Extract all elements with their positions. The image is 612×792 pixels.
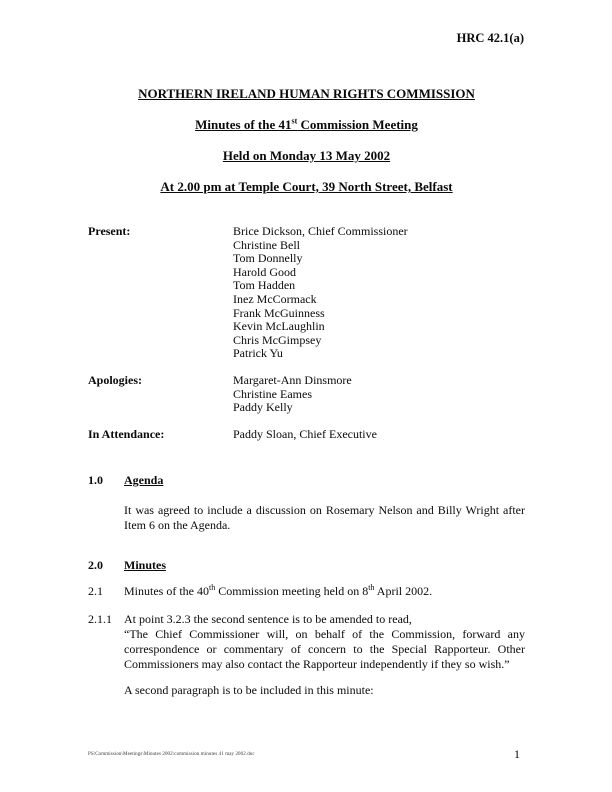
present-names bbox=[233, 225, 525, 361]
ordinal-superscript: th bbox=[368, 583, 375, 592]
attendee-name: Harold Good bbox=[233, 264, 296, 279]
attendee-name: Frank McGuinness bbox=[233, 305, 325, 320]
section-number: 2.1.1 bbox=[88, 612, 112, 626]
title-block bbox=[88, 86, 525, 210]
document-reference: HRC 42.1(a) bbox=[456, 31, 524, 45]
attendee-name: Paddy Sloan, Chief Executive bbox=[233, 427, 377, 441]
s21-part3: April 2002. bbox=[374, 584, 433, 598]
section-number: 1.0 bbox=[88, 473, 103, 487]
section-1-body: It was agreed to include a discussion on Rosemary Nelson and Billy Wright after Item 6 on the Agenda. bbox=[124, 503, 525, 532]
apologies-label: Apologies: bbox=[88, 373, 142, 387]
document-title bbox=[88, 86, 525, 101]
attendee-name: Patrick Yu bbox=[233, 346, 283, 361]
ordinal-superscript: th bbox=[209, 583, 216, 592]
title-line-1: NORTHERN IRELAND HUMAN RIGHTS COMMISSION bbox=[138, 86, 475, 101]
attendee-name: Paddy Kelly bbox=[233, 400, 293, 415]
section-2-1-1-content bbox=[124, 612, 525, 672]
in-attendance-row bbox=[88, 428, 525, 442]
attendee-name: Chris McGimpsey bbox=[233, 332, 322, 347]
section-number: 2.0 bbox=[88, 558, 103, 572]
section-2-1-text bbox=[124, 584, 432, 599]
title-line-2 bbox=[195, 117, 418, 132]
apologies-row bbox=[88, 374, 525, 415]
title-line-3: Held on Monday 13 May 2002 bbox=[222, 148, 391, 163]
amendment-intro: At point 3.2.3 the second sentence is to be amended to read, bbox=[124, 612, 412, 626]
section-2-1-1-row bbox=[88, 612, 525, 672]
attendee-name: Tom Hadden bbox=[233, 278, 296, 293]
present-label: Present: bbox=[88, 224, 131, 238]
attendee-name: Inez McCormack bbox=[233, 291, 317, 306]
attendee-name: Christine Eames bbox=[233, 386, 312, 401]
document-subtitle bbox=[88, 117, 525, 132]
amendment-quote: “The Chief Commissioner will, on behalf of the Commission, forward any correspondence or commentary of concern to the Special Rapporteur. Other Commissioners may also contact the Rapporteur independently if they so wish.” bbox=[124, 627, 525, 671]
meeting-date-line bbox=[88, 148, 525, 163]
present-row bbox=[88, 225, 525, 361]
in-attendance-label: In Attendance: bbox=[88, 427, 165, 441]
title-line-2-pre: Minutes of the 41 bbox=[195, 117, 292, 132]
meeting-location-line bbox=[88, 179, 525, 194]
in-attendance-names bbox=[233, 428, 525, 442]
page-number: 1 bbox=[514, 747, 520, 761]
attendee-name: Brice Dickson, Chief Commissioner bbox=[233, 224, 408, 238]
ordinal-superscript: st bbox=[291, 116, 298, 126]
apologies-names bbox=[233, 374, 525, 415]
followup-note: A second paragraph is to be included in this minute: bbox=[124, 683, 374, 697]
footer-file-path: PS\Commission\Meetings\Minutes 2002\commission minutes 41 may 2002.doc bbox=[88, 752, 255, 757]
s21-part2: Commission meeting held on 8 bbox=[215, 584, 369, 598]
section-2-heading-row bbox=[88, 558, 525, 573]
section-heading: Agenda bbox=[124, 473, 164, 487]
s21-part1: Minutes of the 40 bbox=[124, 584, 209, 598]
attendee-name: Margaret-Ann Dinsmore bbox=[233, 373, 352, 387]
title-line-2-post: Commission Meeting bbox=[297, 117, 418, 132]
attendee-name: Kevin McLaughlin bbox=[233, 319, 325, 334]
section-2-1-row bbox=[88, 584, 525, 599]
attendee-name: Tom Donnelly bbox=[233, 251, 303, 266]
section-1-heading-row bbox=[88, 473, 525, 488]
section-heading: Minutes bbox=[124, 558, 166, 572]
title-line-4: At 2.00 pm at Temple Court, 39 North Street, Belfast bbox=[160, 179, 453, 194]
attendee-name: Christine Bell bbox=[233, 237, 300, 252]
section-number: 2.1 bbox=[88, 584, 103, 598]
